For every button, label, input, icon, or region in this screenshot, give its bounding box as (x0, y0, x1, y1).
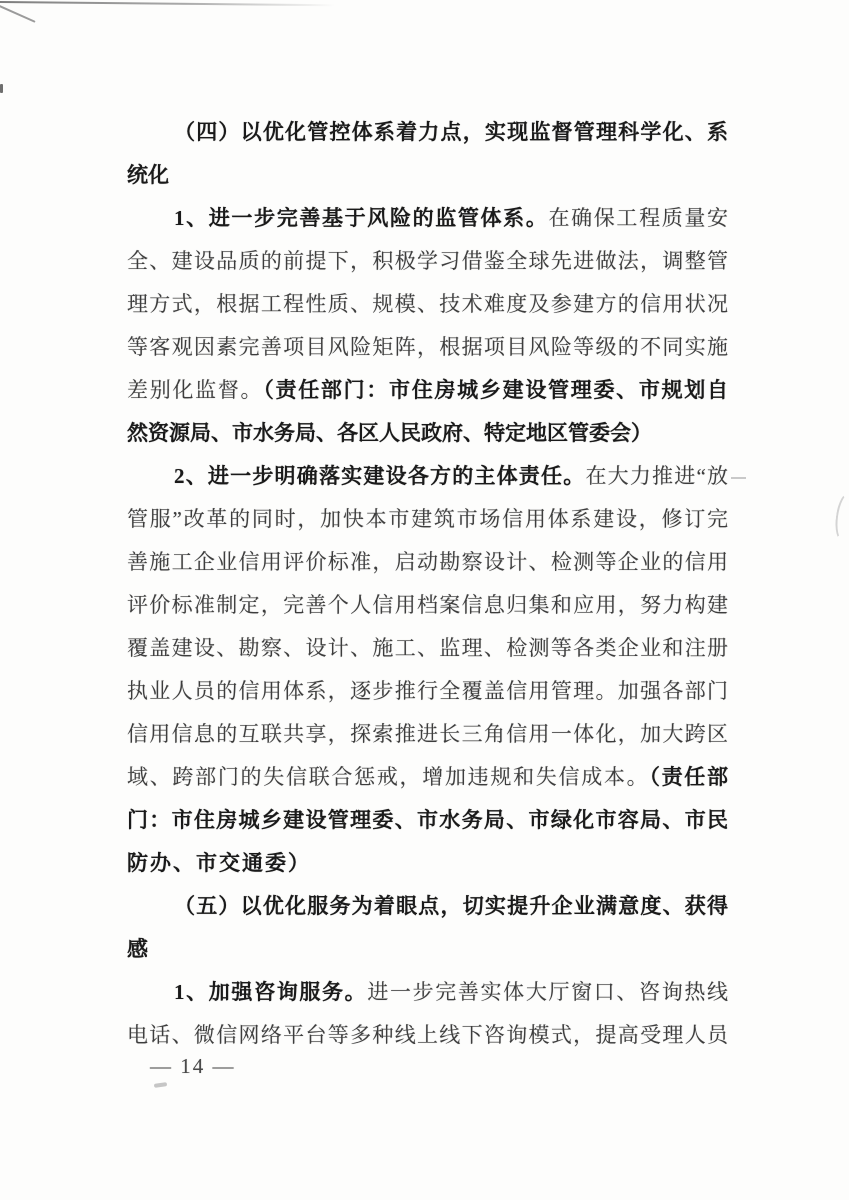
section-5-heading-line-2 (127, 928, 728, 971)
scan-artifact-top-edge-line (0, 1, 335, 6)
text-segment: 等客观因素完善项目风险矩阵，根据项目风险等级的不同实施 (127, 335, 728, 359)
paragraph-2-line-10 (127, 842, 728, 885)
paragraph-3-line-2 (127, 1014, 728, 1057)
text-segment: 然资源局、市水务局、各区人民政府、特定地区管委会） (127, 421, 652, 445)
paragraph-1-line-5 (127, 369, 728, 412)
page-number: — 14 — (150, 1054, 236, 1078)
paragraph-2-line-8 (127, 756, 728, 799)
text-segment: 管服”改革的同时，加快本市建筑市场信用体系建设，修订完 (127, 507, 728, 531)
text-segment: 信用信息的互联共享，探索推进长三角信用一体化，加大跨区 (127, 722, 728, 746)
text-segment: 电话、微信网络平台等多种线上线下咨询模式，提高受理人员 (127, 1023, 728, 1047)
text-segment: 善施工企业信用评价标准，启动勘察设计、检测等企业的信用 (127, 550, 728, 574)
paragraph-2-line-6 (127, 670, 728, 713)
text-segment: （责任部门：市住房城乡建设管理委、市规划自 (263, 378, 729, 402)
paragraph-2-line-3 (127, 541, 728, 584)
text-segment: （四）以优化管控体系着力点，实现监督管理科学化、系 (174, 120, 728, 144)
text-segment: 在确保工程质量安 (548, 206, 729, 230)
text-segment: 评价标准制定，完善个人信用档案信息归集和应用，努力构建 (127, 593, 728, 617)
text-segment: 门：市住房城乡建设管理委、市水务局、市绿化市容局、市民 (127, 808, 728, 832)
scan-artifact-left-speck (0, 84, 3, 93)
paragraph-2-line-9 (127, 799, 728, 842)
text-segment: 2、进一步明确落实建设各方的主体责任。 (174, 464, 586, 488)
section-4-heading-line-2 (127, 154, 728, 197)
paragraph-2-line-1 (127, 455, 728, 498)
paragraph-1-line-4 (127, 326, 728, 369)
text-segment: 1、进一步完善基于风险的监管体系。 (174, 206, 549, 230)
text-segment: （五）以优化服务为着眼点，切实提升企业满意度、获得 (174, 894, 728, 918)
paragraph-1-line-3 (127, 283, 728, 326)
scan-artifact-right-curve (833, 491, 849, 543)
paragraph-2-line-4 (127, 584, 728, 627)
text-segment: 域、跨部门的失信联合惩戒，增加违规和失信成本。 (127, 765, 650, 789)
scan-artifact-corner-crease (0, 3, 36, 23)
text-segment: 覆盖建设、勘察、设计、施工、监理、检测等各类企业和注册 (127, 636, 728, 660)
text-segment: 在大力推进“放 (585, 464, 728, 488)
text-segment: 统化 (127, 163, 169, 187)
section-5-heading-line-1 (127, 885, 728, 928)
text-segment: 防办、市交通委） (127, 851, 311, 875)
text-segment: 感 (127, 937, 148, 961)
text-segment: 进一步完善实体大厅窗口、咨询热线 (367, 980, 728, 1004)
text-segment: 全、建设品质的前提下，积极学习借鉴全球先进做法，调整管 (127, 249, 728, 273)
scan-artifact-right-dash (731, 477, 746, 479)
paragraph-3-line-1 (127, 971, 728, 1014)
scan-artifact-smudge (154, 1082, 167, 1088)
paragraph-1-line-2 (127, 240, 728, 283)
text-segment: 差别化监督。 (127, 378, 264, 402)
paragraph-1-line-1 (127, 197, 728, 240)
text-segment: 理方式，根据工程性质、规模、技术难度及参建方的信用状况 (127, 292, 728, 316)
document-body (127, 111, 728, 1057)
paragraph-2-line-5 (127, 627, 728, 670)
paragraph-2-line-2 (127, 498, 728, 541)
text-segment: 执业人员的信用体系，逐步推行全覆盖信用管理。加强各部门 (127, 679, 728, 703)
paragraph-1-line-6 (127, 412, 728, 455)
section-4-heading-line-1 (127, 111, 728, 154)
paragraph-2-line-7 (127, 713, 728, 756)
text-segment: 1、加强咨询服务。 (174, 980, 368, 1004)
text-segment: （责任部 (649, 765, 729, 789)
